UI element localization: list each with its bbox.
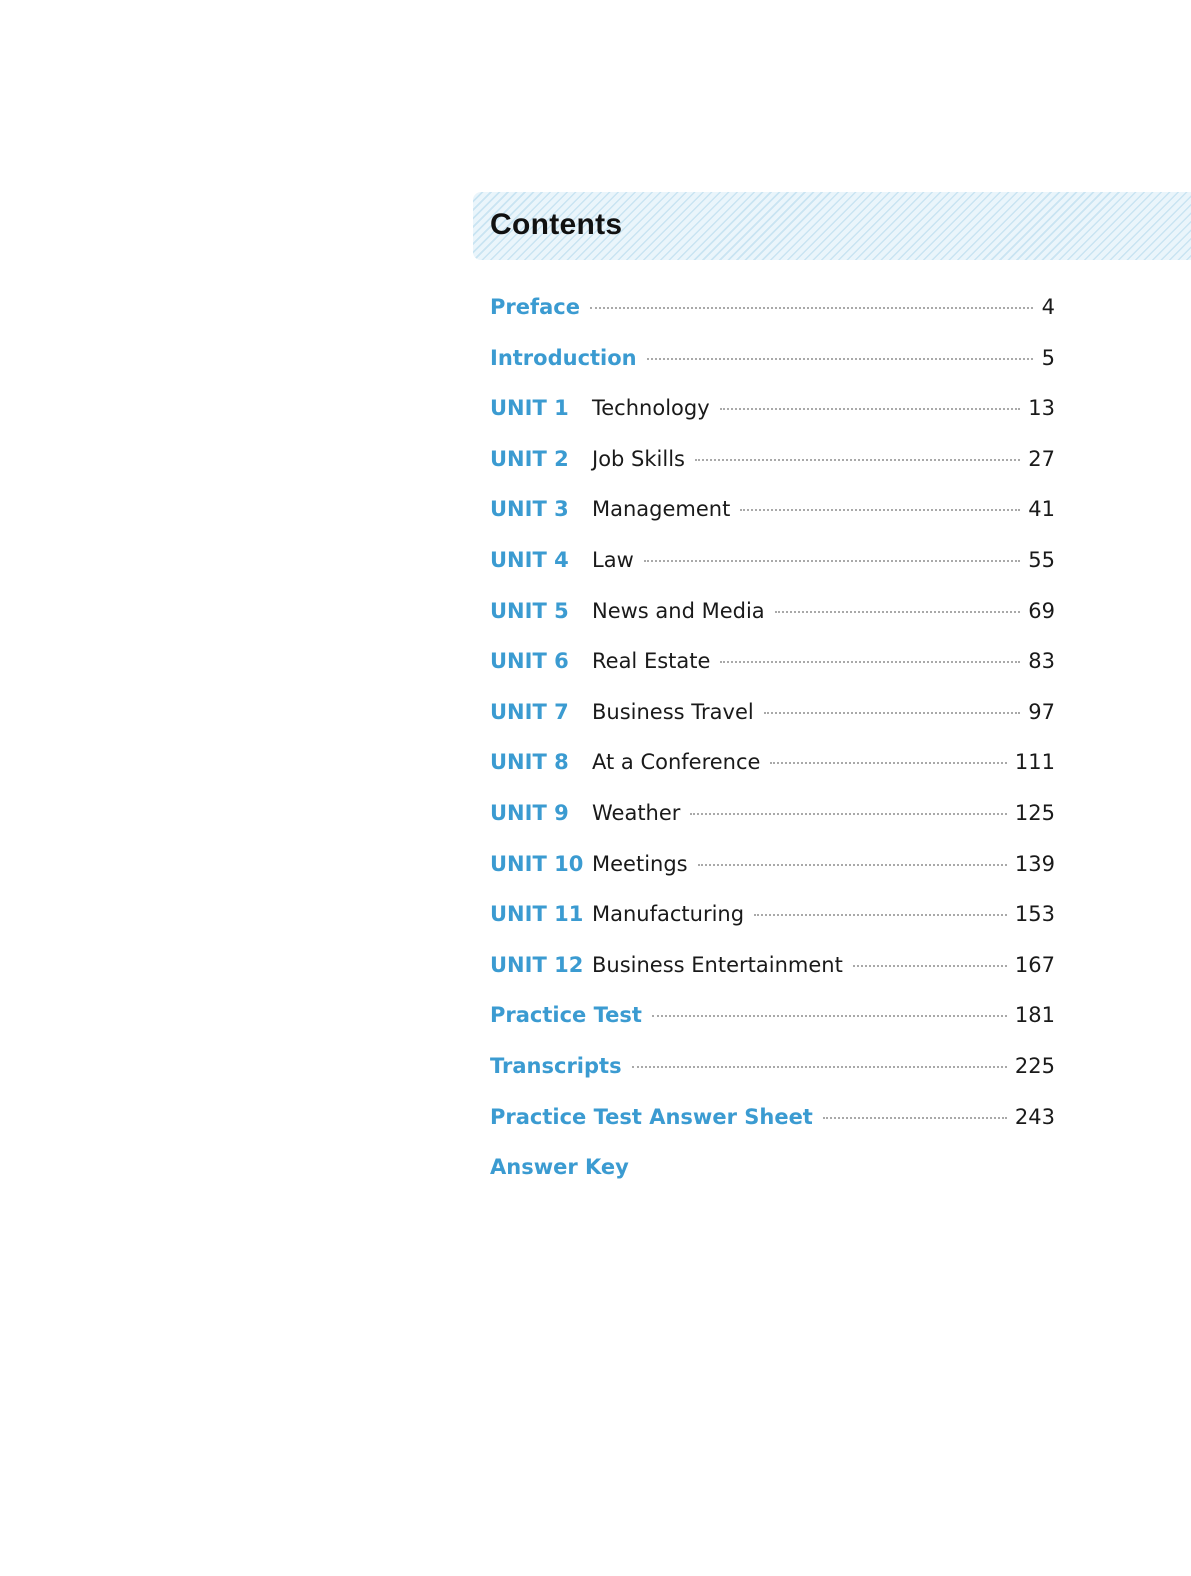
page-number: 69 [1028, 598, 1055, 623]
toc-section-row[interactable] [490, 1105, 1055, 1156]
toc-unit-row[interactable] [490, 649, 1055, 700]
toc-unit-row[interactable] [490, 599, 1055, 650]
page-number: 55 [1028, 547, 1055, 572]
dot-leader [720, 408, 1021, 410]
unit-label: UNIT 6 [490, 649, 569, 674]
unit-title: Management [592, 497, 731, 522]
toc-unit-row[interactable] [490, 801, 1055, 852]
toc-unit-row[interactable] [490, 396, 1055, 447]
section-label: Practice Test [490, 1003, 642, 1028]
toc-section-row[interactable] [490, 346, 1055, 397]
unit-title: Business Travel [592, 699, 754, 724]
unit-label: UNIT 12 [490, 952, 584, 977]
section-label: Answer Key [490, 1155, 629, 1180]
toc-unit-row[interactable] [490, 548, 1055, 599]
table-of-contents [490, 295, 1055, 1206]
contents-header-band [473, 192, 1191, 260]
unit-label: UNIT 7 [490, 699, 569, 724]
page-number: 27 [1028, 446, 1055, 471]
unit-label: UNIT 4 [490, 547, 569, 572]
dot-leader [775, 611, 1021, 613]
page-number: 111 [1014, 750, 1055, 775]
page-title: Contents [490, 208, 623, 241]
unit-title: Job Skills [592, 446, 685, 471]
toc-unit-row[interactable] [490, 447, 1055, 498]
dot-leader [770, 762, 1006, 764]
page-number: 97 [1028, 699, 1055, 724]
unit-label: UNIT 11 [490, 902, 584, 927]
page-number: 153 [1014, 902, 1055, 927]
unit-label: UNIT 3 [490, 497, 569, 522]
page-number: 41 [1028, 497, 1055, 522]
unit-title: Manufacturing [592, 902, 745, 927]
page-number: 243 [1014, 1104, 1055, 1129]
toc-section-row[interactable] [490, 1003, 1055, 1054]
dot-leader [823, 1117, 1007, 1119]
toc-section-row[interactable] [490, 1155, 1055, 1206]
unit-title: Real Estate [592, 649, 711, 674]
toc-section-row[interactable] [490, 1054, 1055, 1105]
unit-label: UNIT 8 [490, 750, 569, 775]
dot-leader [590, 307, 1033, 309]
section-label: Practice Test Answer Sheet [490, 1104, 813, 1129]
dot-leader [764, 712, 1021, 714]
unit-title: Law [592, 547, 634, 572]
section-label: Introduction [490, 345, 637, 370]
dot-leader [720, 661, 1020, 663]
page-number: 5 [1041, 345, 1055, 370]
unit-title: Meetings [592, 851, 688, 876]
toc-unit-row[interactable] [490, 902, 1055, 953]
dot-leader [652, 1015, 1007, 1017]
page-number: 139 [1014, 851, 1055, 876]
page-number: 83 [1028, 649, 1055, 674]
section-label: Transcripts [490, 1053, 622, 1078]
dot-leader [698, 864, 1007, 866]
dot-leader [632, 1066, 1007, 1068]
toc-section-row[interactable] [490, 295, 1055, 346]
unit-title: Weather [592, 800, 681, 825]
toc-unit-row[interactable] [490, 750, 1055, 801]
unit-title: Business Entertainment [592, 952, 843, 977]
toc-unit-row[interactable] [490, 953, 1055, 1004]
page-number: 167 [1014, 952, 1055, 977]
dot-leader [754, 914, 1007, 916]
unit-label: UNIT 10 [490, 851, 584, 876]
unit-label: UNIT 1 [490, 396, 569, 421]
unit-label: UNIT 5 [490, 598, 569, 623]
dot-leader [740, 509, 1020, 511]
page-number: 13 [1028, 396, 1055, 421]
toc-unit-row[interactable] [490, 700, 1055, 751]
dot-leader [695, 459, 1020, 461]
page-number: 181 [1014, 1003, 1055, 1028]
section-label: Preface [490, 295, 580, 319]
unit-title: News and Media [592, 598, 765, 623]
toc-unit-row[interactable] [490, 852, 1055, 903]
page-number: 225 [1014, 1053, 1055, 1078]
page-number: 125 [1014, 800, 1055, 825]
unit-title: At a Conference [592, 750, 761, 775]
unit-label: UNIT 9 [490, 800, 569, 825]
unit-title: Technology [592, 396, 710, 421]
page-number: 4 [1041, 295, 1055, 319]
dot-leader [853, 965, 1007, 967]
toc-unit-row[interactable] [490, 497, 1055, 548]
dot-leader [690, 813, 1006, 815]
dot-leader [644, 560, 1021, 562]
dot-leader [647, 358, 1033, 360]
unit-label: UNIT 2 [490, 446, 569, 471]
